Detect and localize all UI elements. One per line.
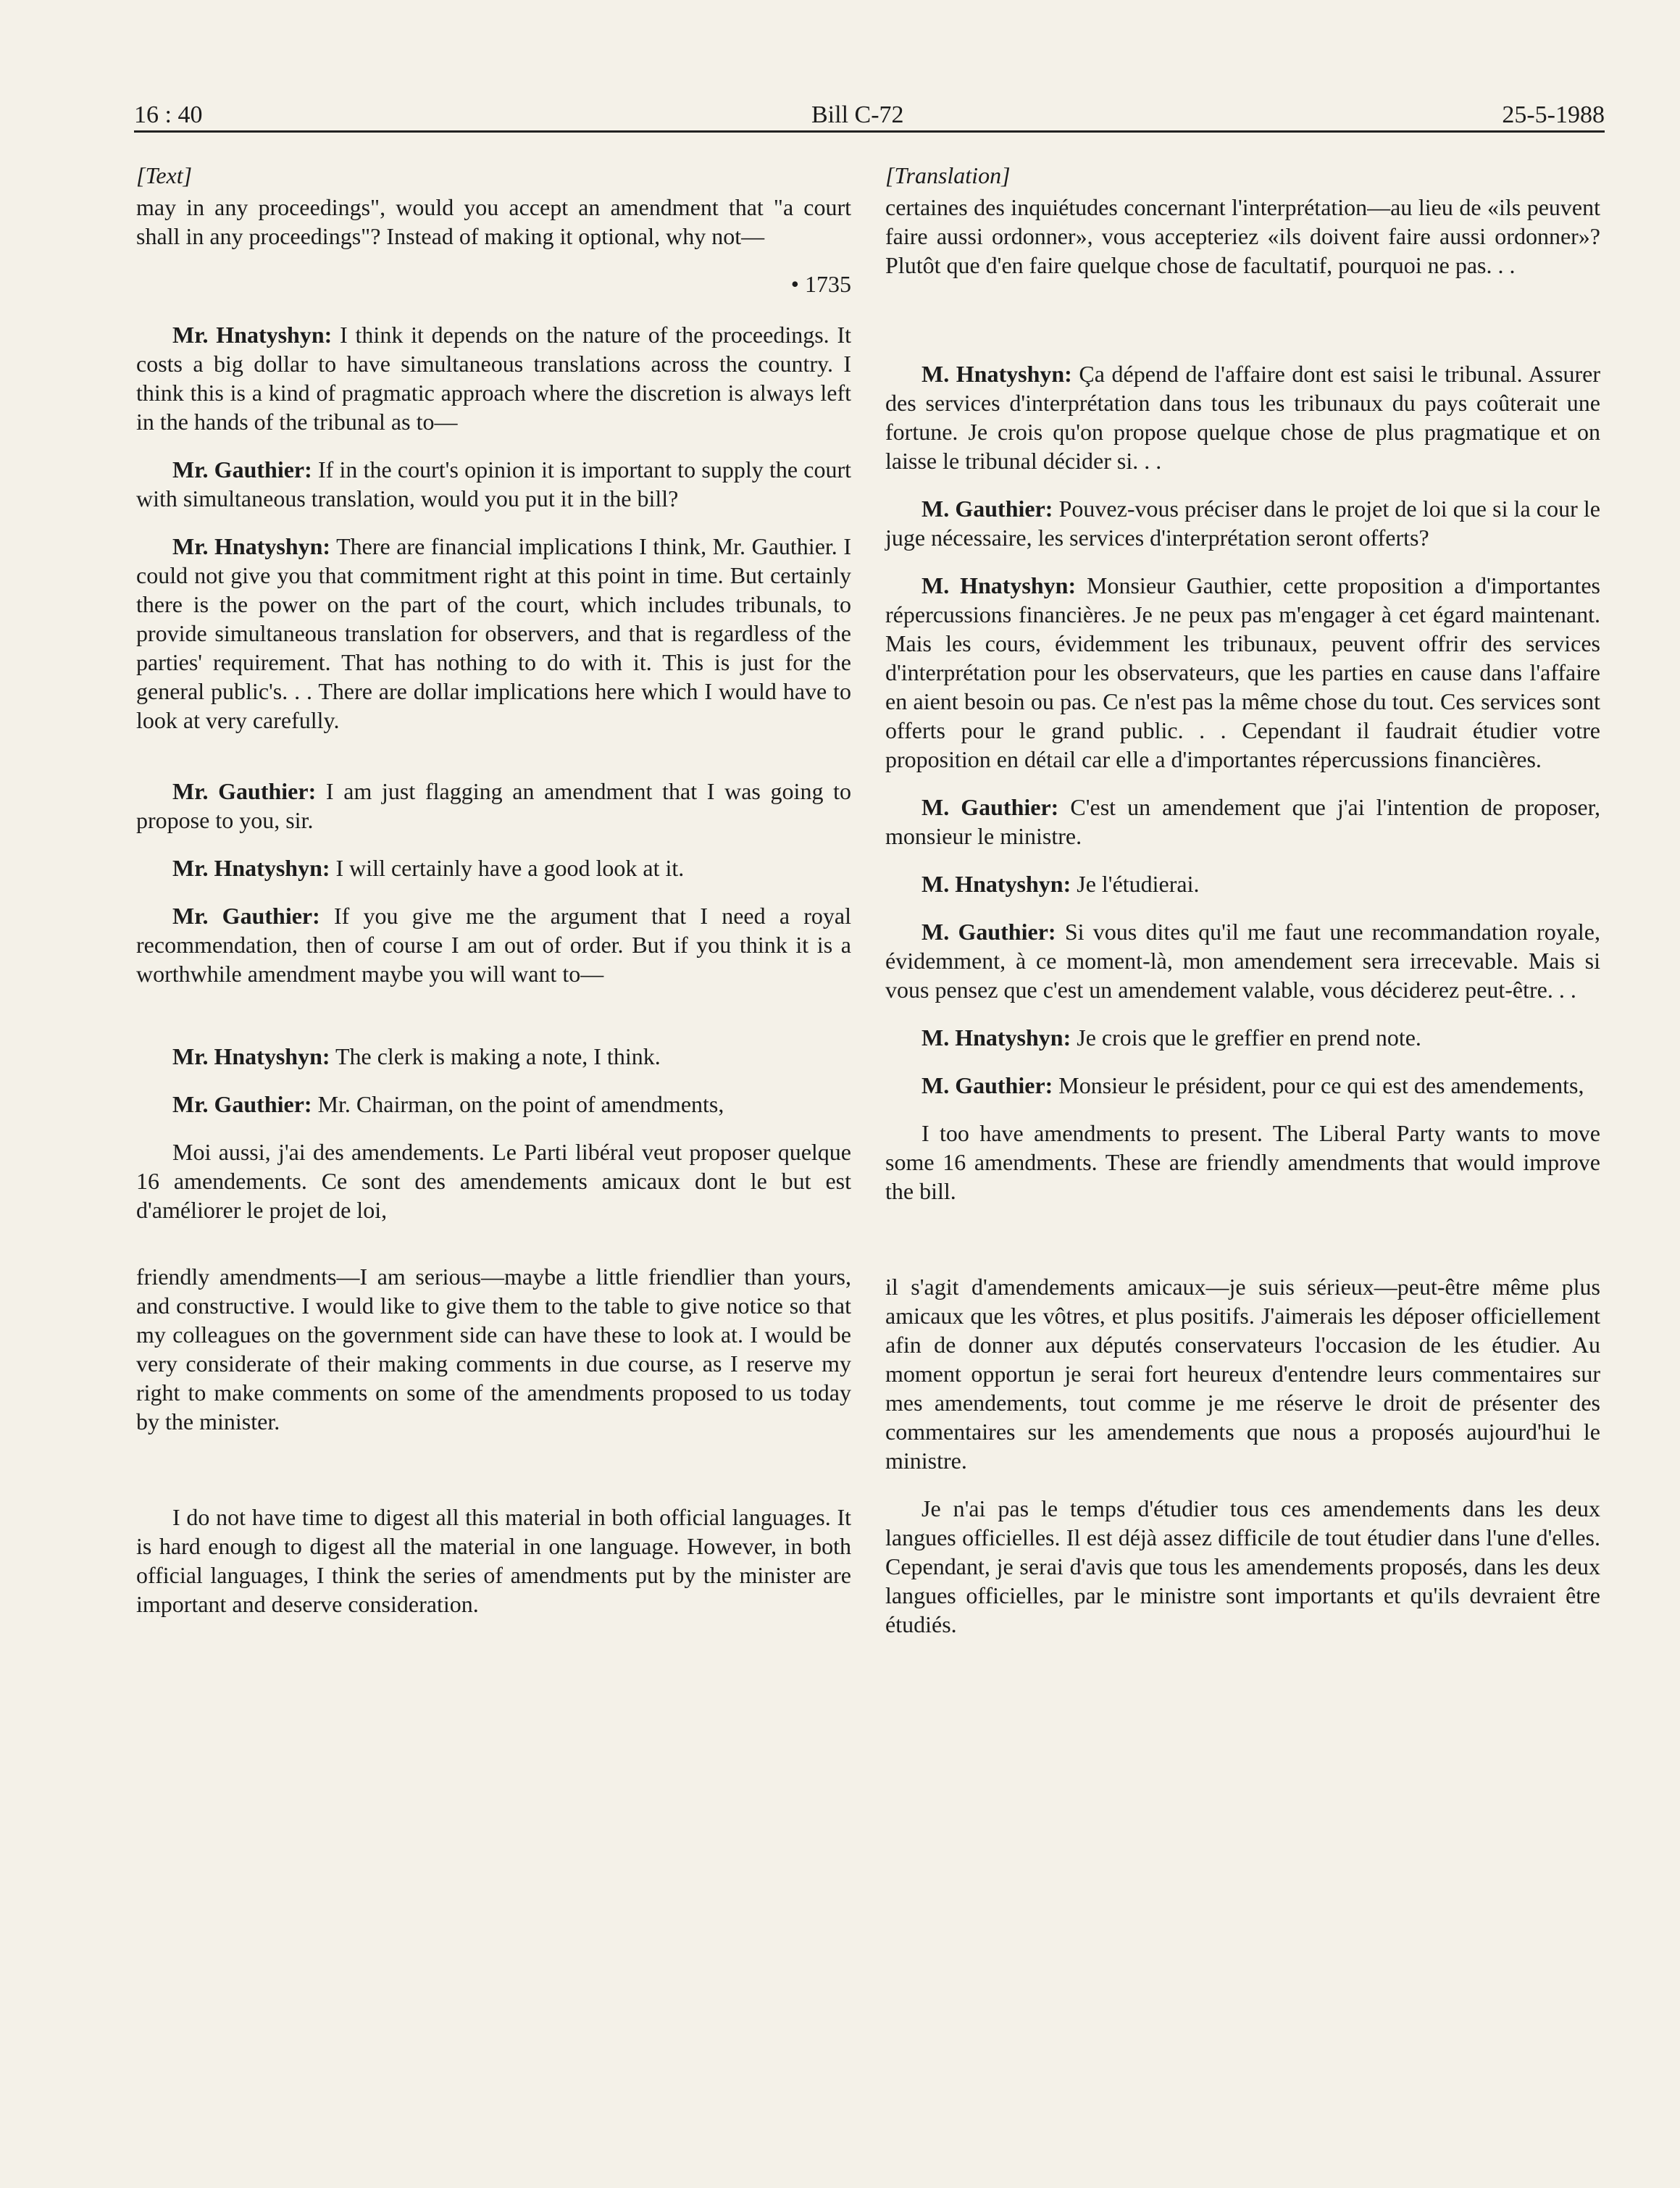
speaker: M. Gauthier: [922, 919, 1056, 945]
left-column-tag: [Text] [136, 162, 193, 188]
speaker: Mr. Gauthier: [172, 778, 317, 804]
paragraph: Moi aussi, j'ai des amendements. Le Parti libéral veut proposer quelque 16 amendements. Ce sont des amendements amicaux dont le but est d'améliorer le projet de loi, [136, 1139, 851, 1223]
header-date: 25-5-1988 [1502, 101, 1605, 128]
paragraph: il s'agit d'amendements amicaux—je suis sérieux—peut-être même plus amicaux que les vôtres, et plus positifs. J'aimerais les déposer officiellement afin de donner aux députés conservateurs l'occasion de les étudier. Au moment opportun je serai fort heureux d'entendre leurs commentaires sur mes amendements, tout comme je me réserve le droit de présenter des commentaires sur les amendements que nous a proposés aujourd'hui le ministre. [885, 1274, 1600, 1474]
paragraph: I do not have time to digest all this material in both official languages. It is hard enough to digest all the material in one language. However, in both official languages, I think the series of amendments put by the minister are important and deserve consideration. [136, 1504, 851, 1617]
speaker: M. Hnatyshyn: [922, 1024, 1071, 1051]
speaker: Mr. Gauthier: [172, 456, 312, 483]
page-header [134, 93, 1605, 136]
paragraph: M. Hnatyshyn: Je crois que le greffier en prend note. [922, 1024, 1421, 1051]
speaker: M. Hnatyshyn: [922, 572, 1077, 598]
time-marker: • 1735 [790, 271, 851, 297]
paragraph: Mr. Hnatyshyn: The clerk is making a note, I think. [172, 1043, 661, 1069]
speaker: Mr. Hnatyshyn: [172, 533, 331, 559]
speaker: M. Gauthier: [922, 1072, 1053, 1098]
paragraph: M. Gauthier: Si vous dites qu'il me faut une recommandation royale, évidemment, à ce moment-là, mon amendement sera irrecevable. Mais si vous pensez que c'est un amendement valable, vous déciderez peut-être. . . [885, 919, 1601, 1003]
paragraph: Mr. Hnatyshyn: I will certainly have a good look at it. [172, 855, 685, 881]
right-column [885, 161, 1600, 1639]
paragraph: Mr. Hnatyshyn: I think it depends on the nature of the proceedings. It costs a big dollar to have simultaneous translations across the country. I think this is a kind of pragmatic approach where the discretion is always left in the hands of the tribunal as to— [136, 322, 852, 435]
header-rule [134, 130, 1605, 133]
page-number: 16 : 40 [134, 101, 203, 128]
paragraph: M. Hnatyshyn: Monsieur Gauthier, cette proposition a d'importantes répercussions financières. Je ne peux pas m'engager à cet égard maintenant. Mais les cours, évidemment les tribunaux, peuvent offrir des services d'interprétation pour les observateurs, que les parties en cause dans l'affaire en aient besoin ou pas. Ce n'est pas la même chose du tout. Ces services sont offerts pour le grand public. . . Cependant il faudrait étudier votre proposition en détail car elle a d'importantes répercussions financières. [885, 572, 1601, 772]
paragraph: Je n'ai pas le temps d'étudier tous ces amendements dans les deux langues officielles. Il est déjà assez difficile de tout étudier dans l'une d'elles. Cependant, je serai d'avis que tous les amendements proposés, dans les deux langues officielles, par le ministre sont importants et qu'ils devraient être étudiés. [885, 1495, 1600, 1637]
paragraph: M. Hnatyshyn: Ça dépend de l'affaire dont est saisi le tribunal. Assurer des services d'interprétation dans tous les tribunaux du pays coûterait une fortune. Je crois qu'on propose quelque chose de plus pragmatique et on laisse le tribunal décider si. . . [885, 361, 1601, 474]
paragraph: friendly amendments—I am serious—maybe a little friendlier than yours, and constructive. I would like to give them to the table to give notice so that my colleagues on the government side can have these to look at. I would be very considerate of their making comments in due course, as I reserve my right to make comments on some of the amendments proposed to us today by the minister. [136, 1264, 851, 1435]
paragraph: I too have amendments to present. The Liberal Party wants to move some 16 amendments. These are friendly amendments that would improve the bill. [885, 1120, 1600, 1204]
paragraph: M. Gauthier: Pouvez-vous préciser dans le projet de loi que si la cour le juge nécessaire, les services d'interprétation seront offerts? [885, 496, 1601, 551]
speaker: Mr. Gauthier: [172, 903, 320, 929]
left-column [136, 161, 851, 1619]
paragraph: Mr. Gauthier: If in the court's opinion it is important to supply the court with simultaneous translation, would you put it in the bill? [136, 456, 852, 511]
speaker: M. Gauthier: [922, 794, 1059, 820]
paragraph: may in any proceedings", would you accept an amendment that "a court shall in any proceedings"? Instead of making it optional, why not— [136, 194, 851, 249]
paragraph: Mr. Gauthier: I am just flagging an amendment that I was going to propose to you, sir. [136, 778, 852, 833]
paragraph: Mr. Gauthier: Mr. Chairman, on the point of amendments, [172, 1091, 724, 1117]
speaker: M. Gauthier: [922, 496, 1053, 522]
speaker: M. Hnatyshyn: [922, 361, 1072, 387]
speaker: M. Hnatyshyn: [922, 871, 1071, 897]
speaker: Mr. Hnatyshyn: [172, 855, 330, 881]
paragraph: M. Hnatyshyn: Je l'étudierai. [922, 871, 1200, 897]
speaker: Mr. Gauthier: [172, 1091, 312, 1117]
paragraph: Mr. Gauthier: If you give me the argument that I need a royal recommendation, then of course I am out of order. But if you think it is a worthwhile amendment maybe you will want to— [136, 903, 852, 987]
paragraph: M. Gauthier: C'est un amendement que j'ai l'intention de proposer, monsieur le ministre. [885, 794, 1601, 849]
speaker: Mr. Hnatyshyn: [172, 322, 333, 348]
bill-title: Bill C-72 [811, 101, 904, 128]
right-column-tag: [Translation] [885, 162, 1011, 188]
speaker: Mr. Hnatyshyn: [172, 1043, 330, 1069]
paragraph: M. Gauthier: Monsieur le président, pour ce qui est des amendements, [922, 1072, 1584, 1098]
paragraph: Mr. Hnatyshyn: There are financial implications I think, Mr. Gauthier. I could not give you that commitment right at this point in time. But certainly there is the power on the part of the court, which includes tribunals, to provide simultaneous translation for observers, and that is regardless of the parties' requirement. That has nothing to do with it. This is just for the general public's. . . There are dollar implications here which I would have to look at very carefully. [136, 533, 851, 733]
paragraph: certaines des inquiétudes concernant l'interprétation—au lieu de «ils peuvent faire aussi ordonner», vous accepteriez «ils doivent faire aussi ordonner»? Plutôt que d'en faire quelque chose de facultatif, pourquoi ne pas. . . [885, 194, 1600, 278]
